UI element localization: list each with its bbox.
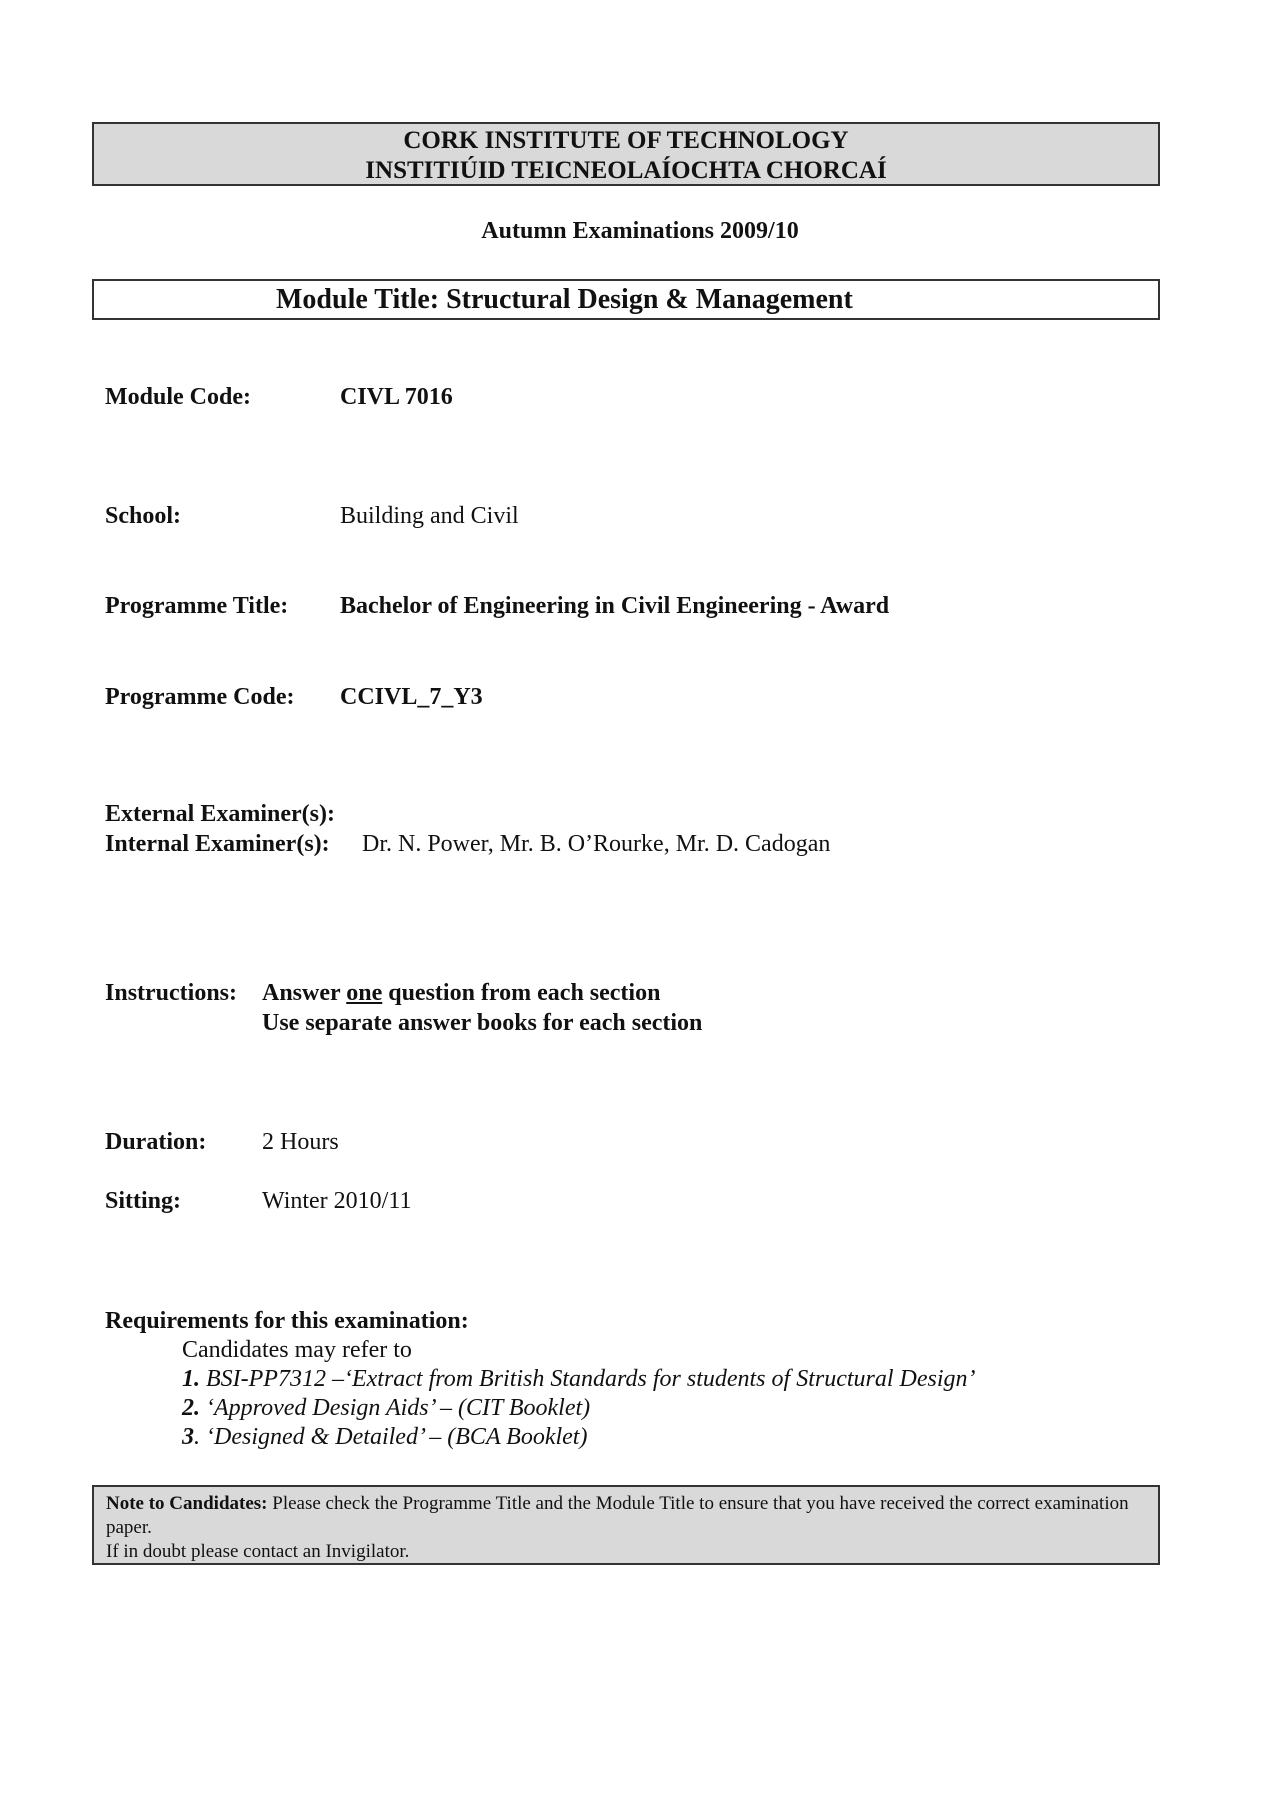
module-title-box [92,279,1160,320]
school-label: School: [105,503,182,529]
requirement-text: BSI-PP7312 –‘Extract from British Standards for students of Structural Design’ [206,1366,976,1392]
instructions-line-1-post: question from each section [382,980,661,1006]
instructions-emphasis: one [346,980,383,1006]
instructions-line-1-pre: Answer [262,980,347,1006]
internal-examiners-value: Dr. N. Power, Mr. B. O’Rourke, Mr. D. Cadogan [362,831,831,857]
module-code-label: Module Code: [105,384,251,410]
note-text: Please check the Programme Title and the Module Title to ensure that you have received the correct examination paper. [106,1493,1129,1538]
requirements-label: Requirements for this examination: [105,1308,469,1334]
requirement-number: 2. [182,1395,200,1421]
institute-name-ga: INSTITIÚID TEICNEOLAÍOCHTA CHORCAÍ [365,157,887,184]
requirement-text: . ‘Designed & Detailed’ – (BCA Booklet) [194,1424,588,1450]
note-line-2: If in doubt please contact an Invigilator. [106,1541,410,1562]
programme-code-label: Programme Code: [105,684,295,710]
sitting-value: Winter 2010/11 [262,1188,412,1214]
programme-title-label: Programme Title: [105,593,289,619]
exam-session: Autumn Examinations 2009/10 [481,218,799,244]
note-to-candidates [92,1485,1160,1565]
requirement-item-2 [182,1395,590,1422]
school-value: Building and Civil [340,503,519,529]
instructions-line-1 [262,980,660,1007]
programme-code-value: CCIVL_7_Y3 [340,684,483,710]
requirement-item-1 [182,1366,976,1393]
note-line-1 [106,1492,1146,1540]
duration-value: 2 Hours [262,1129,339,1155]
institute-name-en: CORK INSTITUTE OF TECHNOLOGY [403,127,849,154]
module-code-value: CIVL 7016 [340,384,453,410]
requirement-text: ‘Approved Design Aids’ – (CIT Booklet) [206,1395,591,1421]
duration-label: Duration: [105,1129,207,1155]
instructions-label: Instructions: [105,980,238,1006]
note-label: Note to Candidates: [106,1493,268,1514]
programme-title-value: Bachelor of Engineering in Civil Engineering - Award [340,593,890,619]
institute-header [92,122,1160,186]
instructions-line-2: Use separate answer books for each section [262,1010,703,1036]
module-title: Module Title: Structural Design & Management [276,284,853,315]
requirement-number: 1. [182,1366,200,1392]
requirement-item-3 [182,1424,587,1451]
requirements-intro: Candidates may refer to [182,1337,412,1363]
requirement-number: 3 [182,1424,194,1450]
external-examiners-label: External Examiner(s): [105,801,335,827]
sitting-label: Sitting: [105,1188,182,1214]
internal-examiners-label: Internal Examiner(s): [105,831,330,857]
